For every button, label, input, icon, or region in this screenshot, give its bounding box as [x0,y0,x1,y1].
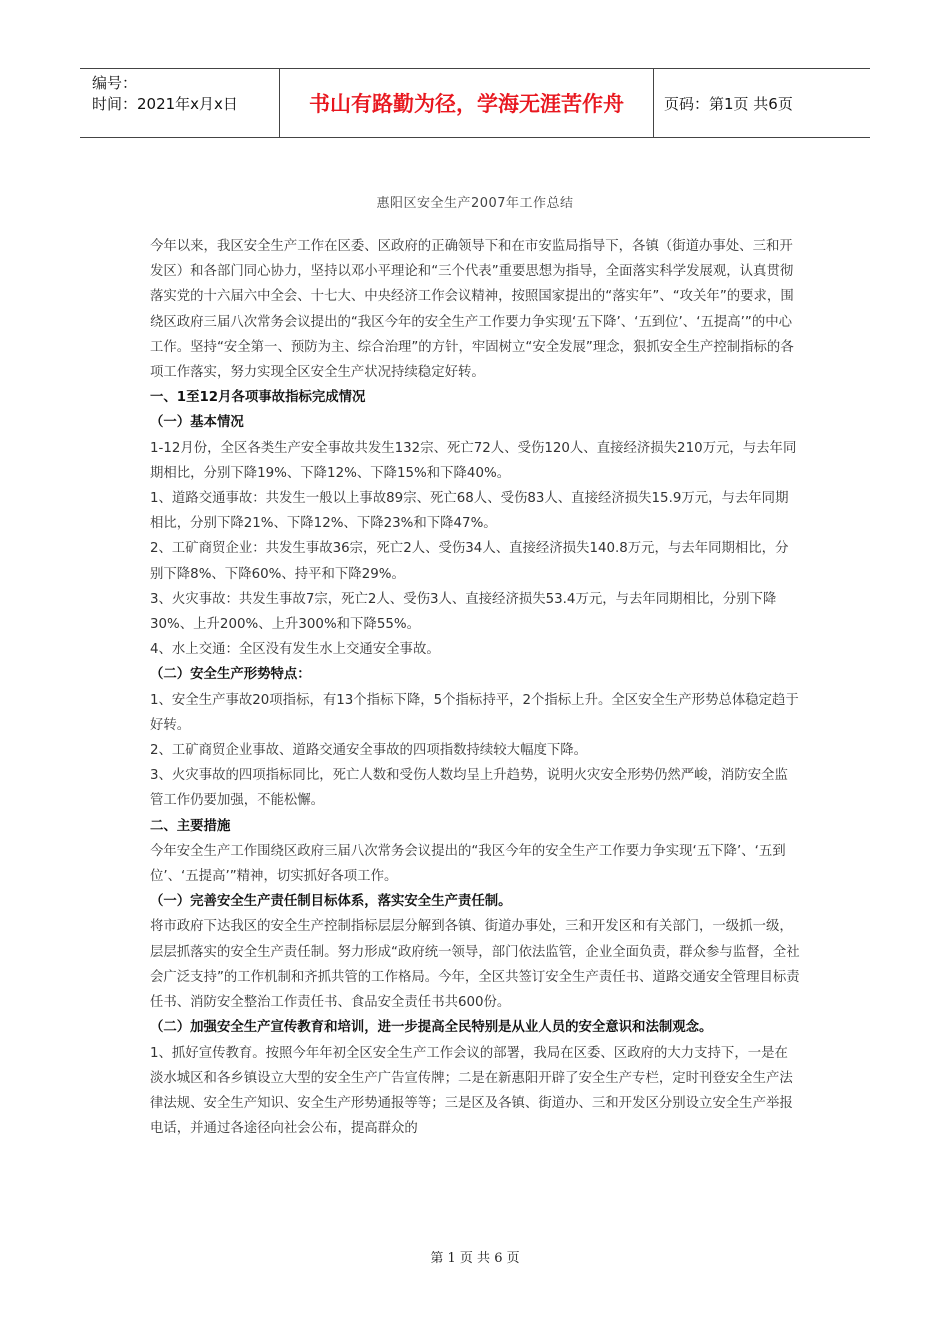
body-paragraph: 1-12月份，全区各类生产安全事故共发生132宗、死亡72人、受伤120人、直接经济损失210万元，与去年同期相比，分别下降19%、下降12%、下降15%和下降40%。 [150,440,797,481]
page-label: 页码：第1页 共6页 [664,94,793,113]
body-paragraph: 3、火灾事故的四项指标同比，死亡人数和受伤人数均呈上升趋势，说明火灾安全形势仍然严峻，消防安全监管工作仍要加强，不能松懈。 [150,768,788,809]
section-heading: 一、1至12月各项事故指标完成情况 [150,390,366,406]
body-paragraph: 3、火灾事故：共发生事故7宗，死亡2人、受伤3人、直接经济损失53.4万元，与去年同期相比，分别下降30%、上升200%、上升300%和下降55%。 [150,591,777,633]
body-paragraph: 4、水上交通：全区没有发生水上交通安全事故。 [150,642,440,658]
body-paragraph: 1、道路交通事故：共发生一般以上事故89宗、死亡68人、受伤83人、直接经济损失15.9万元，与去年同期相比，分别下降21%、下降12%、下降23%和下降47%。 [150,491,789,532]
motto: 书山有路勤为径，学海无涯苦作舟 [280,69,654,137]
body-paragraph: 2、工矿商贸企业：共发生事故36宗，死亡2人、受伤34人、直接经济损失140.8万元，与去年同期相比，分别下降8%、下降60%、持平和下降29%。 [150,541,789,582]
document-body [150,234,800,1141]
section-heading: （二）加强安全生产宣传教育和培训，进一步提高全民特别是从业人员的安全意识和法制观念。 [150,1020,713,1036]
serial-label: 编号： [92,74,138,92]
section-heading: （一）基本情况 [150,415,244,431]
document-title: 惠阳区安全生产2007年工作总结 [376,196,574,211]
body-paragraph: 2、工矿商贸企业事故、道路交通安全事故的四项指数持续较大幅度下降。 [150,743,588,759]
body-paragraph: 1、安全生产事故20项指标，有13个指标下降，5个指标持平，2个指标上升。全区安全生产形势总体稳定趋于好转。 [150,692,799,733]
body-paragraph: 将市政府下达我区的安全生产控制指标层层分解到各镇、街道办事处，三和开发区和有关部门，一级抓一级，层层抓落实的安全生产责任制。努力形成“政府统一领导，部门依法监管，企业全面负责，群众参与监督，全社会广泛支持”的工作机制和齐抓共管的工作格局。今年，全区共签订安全生产责任书、道路交通安全管理目标责任书、消防安全整治工作责任书、食品安全责任书共600份。 [150,919,800,1011]
body-paragraph: 今年安全生产工作围绕区政府三届八次常务会议提出的“我区今年的安全生产工作要力争实现‘五下降’、‘五到位’、‘五提高’”精神，切实抓好各项工作。 [150,843,786,885]
section-heading: （二）安全生产形势特点： [150,667,311,683]
section-heading: （一）完善安全生产责任制目标体系，落实安全生产责任制。 [150,894,512,910]
body-paragraph: 1、抓好宣传教育。按照今年年初全区安全生产工作会议的部署，我局在区委、区政府的大力支持下，一是在淡水城区和各乡镇设立大型的安全生产广告宣传牌；二是在新惠阳开辟了安全生产专栏，定时刊登安全生产法律法规、安全生产知识、安全生产形势通报等等；三是区及各镇、街道办、三和开发区分别设立安全生产举报电话，并通过各途径向社会公布，提高群众的 [150,1045,793,1137]
body-paragraph: 今年以来，我区安全生产工作在区委、区政府的正确领导下和在市安监局指导下，各镇（街道办事处、三和开发区）和各部门同心协力，坚持以邓小平理论和“三个代表”重要思想为指导，全面落实科学发展观，认真贯彻落实党的十六届六中全会、十七大、中央经济工作会议精神，按照国家提出的“落实年”、“攻关年”的要求，围绕区政府三届八次常务会议提出的“我区今年的安全生产工作要力争实现‘五下降’、‘五到位’、‘五提高’”的中心工作。坚持“安全第一、预防为主、综合治理”的方针，牢固树立“安全发展”理念，狠抓安全生产控制指标的各项工作落实，努力实现全区安全生产状况持续稳定好转。 [150,239,794,381]
page-footer: 第 1 页 共 6 页 [430,1251,520,1266]
header-table [80,68,870,138]
date-label: 时间：2021年x月x日 [92,95,238,113]
section-heading: 二、主要措施 [150,818,231,834]
header-left-cell [80,69,280,137]
